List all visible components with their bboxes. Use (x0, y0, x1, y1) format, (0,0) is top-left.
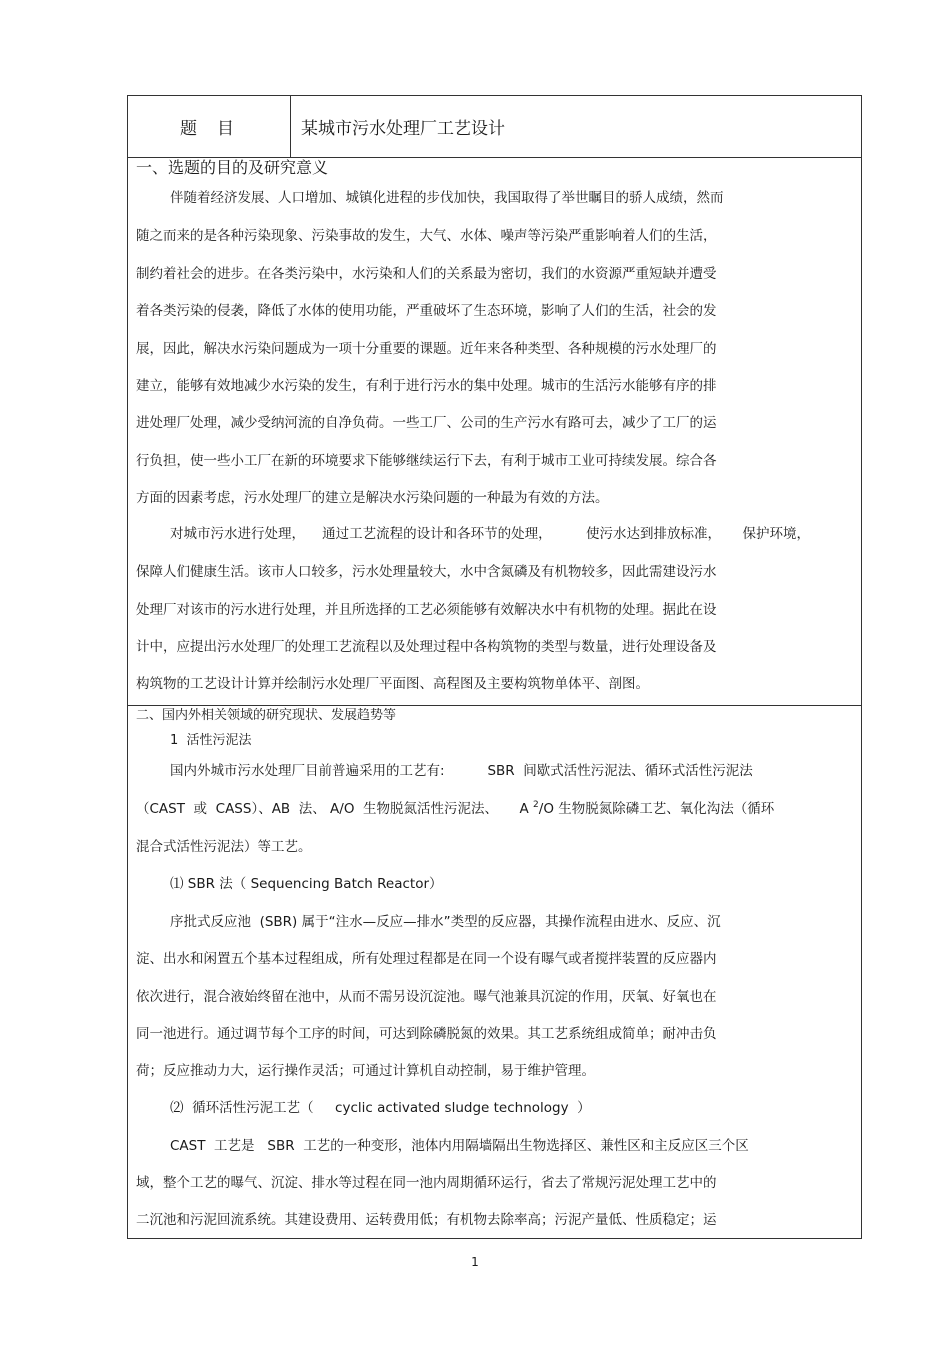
paragraph-line: 构筑物的工艺设计计算并绘制污水处理厂平面图、高程图及主要构筑物单体平、剖图。 (136, 676, 649, 692)
paragraph-line: 方面的因素考虑，污水处理厂的建立是解决水污染问题的一种最为有效的方法。 (136, 490, 609, 506)
paragraph-line: 序批式反应池 (SBR) 属于“注水—反应—排水”类型的反应器，其操作流程由进水、反应、沉 (170, 914, 721, 930)
paragraph-fragment: /O 生物脱氮除磷工艺、氧化沟法（循环 (538, 801, 775, 817)
paragraph-line: CAST 工艺是 SBR 工艺的一种变形，池体内用隔墙隔出生物选择区、兼性区和主反应区三个区 (170, 1138, 749, 1154)
title-row (128, 96, 861, 158)
paragraph-line: 着各类污染的侵袭，降低了水体的使用功能，严重破坏了生态环境，影响了人们的生活，社会的发 (136, 303, 717, 319)
paragraph-line: 处理厂对该市的污水进行处理，并且所选择的工艺必须能够有效解决水中有机物的处理。据此在设 (136, 602, 717, 618)
paragraph-fragment: （CAST 或 CASS）、AB 法、 A/O 生物脱氮活性污泥法、 A (136, 801, 534, 817)
paragraph-line: 国内外城市污水处理厂目前普遍采用的工艺有: SBR 间歇式活性污泥法、循环式活性污泥法 (170, 763, 753, 779)
subsection-heading: 1 活性污泥法 (170, 733, 252, 748)
paragraph-line: 域，整个工艺的曝气、沉淀、排水等过程在同一池内周期循环运行，省去了常规污泥处理工艺中的 (136, 1175, 717, 1191)
section2-heading: 二、国内外相关领域的研究现状、发展趋势等 (136, 708, 397, 723)
section-research-status (128, 706, 861, 1239)
cast-method-title: ⑵ 循环活性污泥工艺（ cyclic activated sludge technology ） (170, 1100, 591, 1116)
paragraph-line: 建立，能够有效地减少水污染的发生，有利于进行污水的集中处理。城市的生活污水能够有序的排 (136, 378, 717, 394)
paragraph-line: 混合式活性污泥法）等工艺。 (136, 839, 312, 855)
sbr-method-title: ⑴ SBR 法（ Sequencing Batch Reactor） (170, 876, 443, 892)
paragraph-line: 伴随着经济发展、人口增加、城镇化进程的步伐加快，我国取得了举世瞩目的骄人成绩，然而 (170, 190, 724, 206)
paragraph-line: 同一池进行。通过调节每个工序的时间，可达到除磷脱氮的效果。其工艺系统组成简单；耐冲击负 (136, 1026, 717, 1042)
paragraph-line: 进处理厂处理，减少受纳河流的自净负荷。一些工厂、公司的生产污水有路可去，减少了工厂的运 (136, 415, 717, 431)
paragraph-line: 荷；反应推动力大，运行操作灵活；可通过计算机自动控制，易于维护管理。 (136, 1063, 595, 1079)
title-label-cell (128, 96, 291, 157)
title-label: 题目 (180, 119, 254, 139)
paragraph-line (136, 800, 774, 818)
paragraph-line: 行负担，使一些小工厂在新的环境要求下能够继续运行下去，有利于城市工业可持续发展。综合各 (136, 453, 717, 469)
page-number: 1 (471, 1255, 479, 1269)
paragraph-line: 对城市污水进行处理， 通过工艺流程的设计和各环节的处理， 使污水达到排放标准， 保护环境， (170, 526, 810, 542)
paragraph-line: 随之而来的是各种污染现象、污染事故的发生，大气、水体、噪声等污染严重影响着人们的生活， (136, 228, 717, 244)
section1-heading: 一、选题的目的及研究意义 (136, 158, 329, 177)
paragraph-line: 计中，应提出污水处理厂的处理工艺流程以及处理过程中各构筑物的类型与数量，进行处理设备及 (136, 639, 717, 655)
proposal-table (127, 95, 862, 1239)
paragraph-line: 淀、出水和闲置五个基本过程组成，所有处理过程都是在同一个设有曝气或者搅拌装置的反应器内 (136, 951, 717, 967)
paragraph-line: 二沉池和污泥回流系统。其建设费用、运转费用低；有机物去除率高；污泥产量低、性质稳定；运 (136, 1212, 717, 1228)
paragraph-line: 制约着社会的进步。在各类污染中，水污染和人们的关系最为密切，我们的水资源严重短缺并遭受 (136, 266, 717, 282)
paragraph-line: 保障人们健康生活。该市人口较多，污水处理量较大，水中含氮磷及有机物较多，因此需建设污水 (136, 564, 717, 580)
superscript: 2 (533, 800, 539, 810)
paragraph-line: 依次进行，混合液始终留在池中，从而不需另设沉淀池。曝气池兼具沉淀的作用，厌氧、好氧也在 (136, 989, 717, 1005)
thesis-title: 某城市污水处理厂工艺设计 (301, 119, 505, 139)
section-purpose-significance (128, 158, 861, 706)
paragraph-line: 展，因此，解决水污染问题成为一项十分重要的课题。近年来各种类型、各种规模的污水处理厂的 (136, 341, 717, 357)
